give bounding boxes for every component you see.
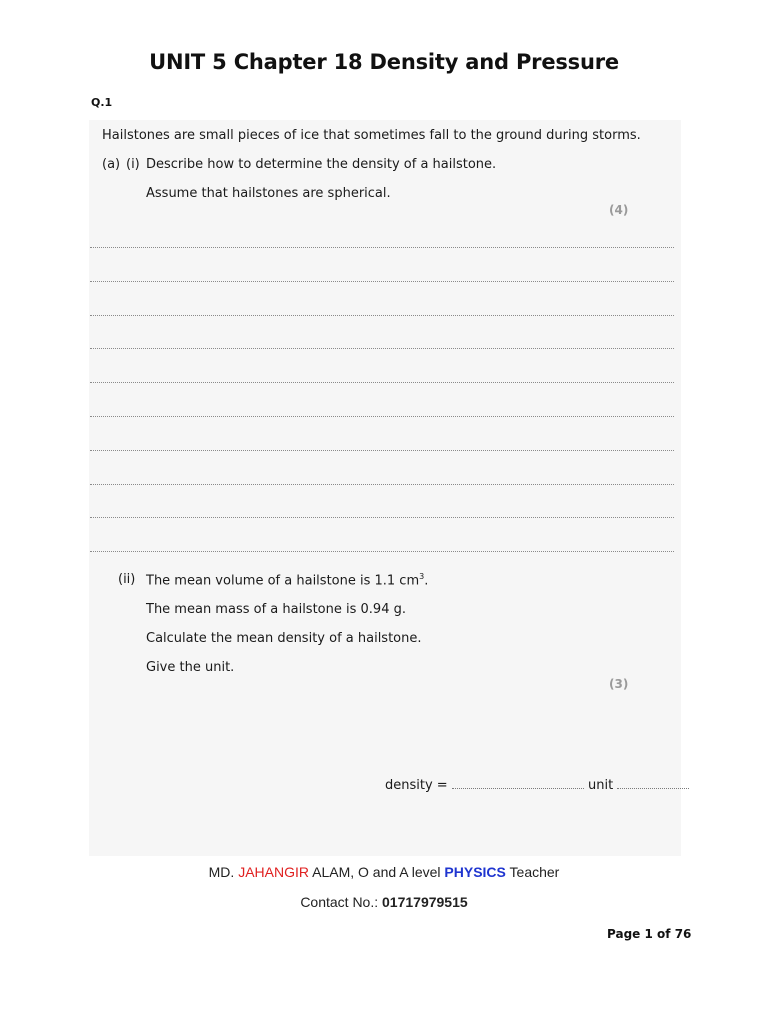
density-answer-row [385, 778, 689, 793]
answer-line[interactable] [90, 247, 674, 248]
question-intro: Hailstones are small pieces of ice that sometimes fall to the ground during storms. [102, 128, 641, 143]
part-ii-label: (ii) [118, 572, 136, 587]
answer-line[interactable] [90, 517, 674, 518]
answer-line[interactable] [90, 416, 674, 417]
answer-line[interactable] [90, 382, 674, 383]
part-ii-line4: Give the unit. [146, 660, 235, 675]
unit-answer-blank[interactable] [617, 778, 689, 789]
part-ii-line1-end: . [424, 573, 429, 589]
question-panel [89, 120, 681, 856]
answer-line[interactable] [90, 551, 674, 552]
page-word: Page [607, 927, 641, 941]
density-answer-blank[interactable] [452, 778, 584, 789]
teacher-suffix: Teacher [505, 864, 560, 880]
answer-line[interactable] [90, 450, 674, 451]
part-ii-line3: Calculate the mean density of a hailstone. [146, 631, 422, 646]
part-ii-marks: (3) [609, 677, 629, 691]
subject-highlight: PHYSICS [444, 864, 506, 880]
part-i-assumption: Assume that hailstones are spherical. [146, 186, 391, 201]
question-number: Q.1 [91, 96, 113, 109]
part-i-marks: (4) [609, 203, 629, 217]
density-label: density = [385, 778, 448, 793]
part-ii-line1 [146, 572, 428, 588]
contact-label: Contact No.: [300, 894, 383, 910]
part-i-text: Describe how to determine the density of a hailstone. [146, 157, 497, 172]
part-a-label: (a) [102, 157, 121, 172]
teacher-credit [0, 864, 768, 880]
unit-label: unit [587, 778, 614, 793]
answer-line[interactable] [90, 484, 674, 485]
page-number [607, 927, 691, 941]
part-ii-line2: The mean mass of a hailstone is 0.94 g. [146, 602, 406, 617]
part-i-label: (i) [126, 157, 140, 172]
page-title: UNIT 5 Chapter 18 Density and Pressure [149, 50, 619, 74]
teacher-prefix: MD. [208, 864, 239, 880]
answer-line[interactable] [90, 348, 674, 349]
part-ii-volume-text: The mean volume of a hailstone is 1.1 cm [146, 573, 420, 589]
contact-number: 01717979515 [382, 894, 468, 910]
teacher-name-highlight: JAHANGIR [238, 864, 309, 880]
answer-line[interactable] [90, 281, 674, 282]
cubed-superscript: 3 [419, 572, 425, 581]
contact-line [0, 894, 768, 910]
teacher-middle: ALAM, O and A level [309, 864, 445, 880]
page-total: 76 [674, 927, 692, 941]
page-current: 1 [644, 927, 653, 941]
page-of: of [657, 927, 671, 941]
answer-line[interactable] [90, 315, 674, 316]
